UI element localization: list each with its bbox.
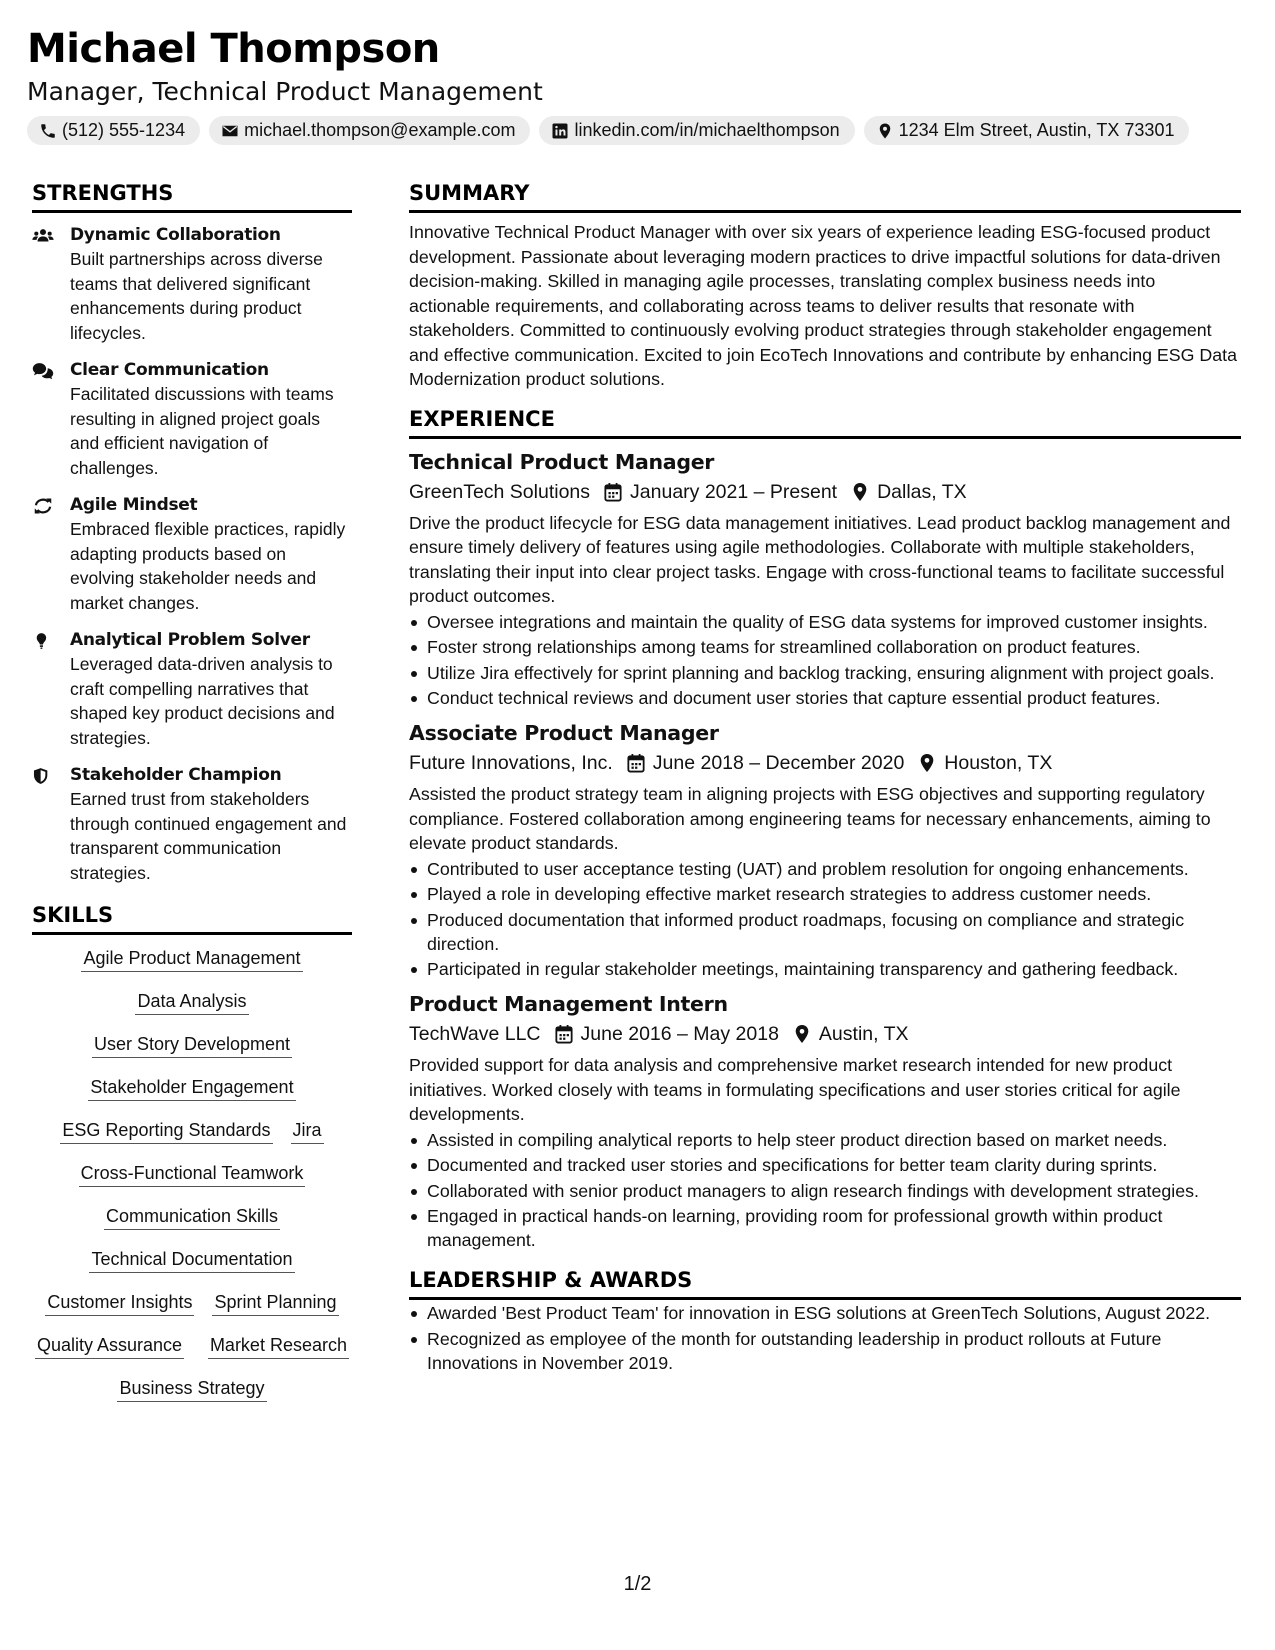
job-bullet: Collaborated with senior product managers to align research findings with development strategies. <box>409 1179 1241 1203</box>
strength-item <box>32 358 352 480</box>
job-bullet: Utilize Jira effectively for sprint planning and backlog tracking, ensuring alignment with project goals. <box>409 661 1241 685</box>
map-pin-icon <box>851 482 869 502</box>
map-pin-icon <box>918 753 936 773</box>
award-item: Recognized as employee of the month for outstanding leadership in product rollouts at Future Innovations in November 2019. <box>409 1327 1241 1375</box>
candidate-name: Michael Thompson <box>27 26 440 72</box>
strength-desc: Built partnerships across diverse teams that delivered significant enhancements during product lifecycles. <box>70 249 323 343</box>
job-bullet: Contributed to user acceptance testing (UAT) and problem resolution for ongoing enhancements. <box>409 857 1241 881</box>
skill-tag: Sprint Planning <box>212 1289 338 1316</box>
strength-item <box>32 493 352 615</box>
contact-phone-text: (512) 555-1234 <box>62 120 186 140</box>
job-location: Austin, TX <box>818 1023 909 1045</box>
shield-icon <box>32 766 54 786</box>
job-bullet: Foster strong relationships among teams for streamlined collaboration on product features. <box>409 635 1241 659</box>
map-pin-icon <box>876 122 894 140</box>
strength-desc: Earned trust from stakeholders through continued engagement and transparent communication strategies. <box>70 789 347 883</box>
job-bullets <box>409 1128 1241 1253</box>
strengths-heading: STRENGTHS <box>32 178 352 213</box>
job-entry <box>409 718 1241 981</box>
experience-heading: EXPERIENCE <box>409 404 1241 439</box>
job-bullet: Produced documentation that informed product roadmaps, focusing on compliance and strategic direction. <box>409 908 1241 956</box>
left-column <box>32 178 352 1418</box>
strengths-list <box>32 223 352 885</box>
contact-linkedin[interactable] <box>539 116 854 145</box>
strength-title: Dynamic Collaboration <box>70 225 281 245</box>
skill-tag: Technical Documentation <box>89 1246 294 1273</box>
users-icon <box>32 226 54 246</box>
job-description: Assisted the product strategy team in aligning projects with ESG objectives and supporting regulatory compliance. Fostered collaboration among engineering teams for necessary enhancements, aiming to elevate product standards. <box>409 784 1211 853</box>
skill-tag: Quality Assurance <box>35 1332 184 1359</box>
job-location: Dallas, TX <box>877 480 967 503</box>
job-description: Provided support for data analysis and comprehensive market research intended for new product initiatives. Worked closely with teams in formulating specifications and user stories critical for agile developments. <box>409 1055 1181 1124</box>
awards-heading: LEADERSHIP & AWARDS <box>409 1265 1241 1300</box>
job-meta <box>409 477 1241 507</box>
strength-item <box>32 223 352 345</box>
contact-address-text: 1234 Elm Street, Austin, TX 73301 <box>898 120 1175 140</box>
sync-icon <box>32 496 54 516</box>
summary-text: Innovative Technical Product Manager with over six years of experience leading ESG-focused product development. Passionate about leveraging modern practices to drive impactful solutions for data-driven decision-making. Skilled in managing agile processes, translating complex business needs into actionable requirements, and collaborating across teams to deliver results that resonate with stakeholders. Committed to continuously evolving product strategies through stakeholder engagement and effective communication. Excited to join EcoTech Innovations and contribute by enhancing ESG Data Modernization product solutions. <box>409 222 1237 389</box>
job-company: TechWave LLC <box>409 1023 541 1045</box>
skill-tag: Jira <box>291 1117 324 1144</box>
linkedin-icon <box>551 122 569 140</box>
job-meta <box>409 748 1241 778</box>
skill-tag: Customer Insights <box>45 1289 194 1316</box>
strength-item <box>32 628 352 750</box>
job-dates: January 2021 – Present <box>630 480 838 503</box>
strength-desc: Embraced flexible practices, rapidly adapting products based on evolving stakeholder needs and market changes. <box>70 519 346 613</box>
calendar-icon <box>627 753 645 773</box>
job-company: GreenTech Solutions <box>409 480 591 503</box>
contact-email-text: michael.thompson@example.com <box>244 120 516 140</box>
resume-header <box>27 24 1257 145</box>
skill-tag: Market Research <box>208 1332 349 1359</box>
job-title: Associate Product Manager <box>409 721 719 745</box>
strength-item <box>32 763 352 885</box>
job-company: Future Innovations, Inc. <box>409 752 613 774</box>
job-bullet: Participated in regular stakeholder meetings, maintaining transparency and gathering feedback. <box>409 957 1241 981</box>
job-bullet: Played a role in developing effective market research strategies to address customer needs. <box>409 882 1241 906</box>
award-item: Awarded 'Best Product Team' for innovation in ESG solutions at GreenTech Solutions, August 2022. <box>409 1301 1241 1325</box>
phone-icon <box>39 122 57 140</box>
strength-desc: Leveraged data-driven analysis to craft compelling narratives that shaped key product decisions and strategies. <box>70 654 335 748</box>
skill-tag: ESG Reporting Standards <box>60 1117 272 1144</box>
job-entry <box>409 447 1241 711</box>
candidate-headline: Manager, Technical Product Management <box>27 77 543 106</box>
skill-tag: User Story Development <box>92 1031 292 1058</box>
job-bullet: Conduct technical reviews and document user stories that capture essential product features. <box>409 686 1241 710</box>
job-location: Houston, TX <box>944 752 1053 774</box>
summary-heading: SUMMARY <box>409 178 1241 213</box>
job-meta <box>409 1019 1241 1049</box>
job-description: Drive the product lifecycle for ESG data management initiatives. Lead product backlog management and ensure timely delivery of features using agile methodologies. Collaborate with multiple stakeholders, translating their input into clear project tasks. Engage with cross-functional teams to facilitate successful product outcomes. <box>409 512 1231 606</box>
job-bullet: Oversee integrations and maintain the quality of ESG data systems for improved customer insights. <box>409 610 1241 634</box>
job-bullet: Assisted in compiling analytical reports to help steer product direction based on market needs. <box>409 1128 1241 1152</box>
job-bullet: Documented and tracked user stories and specifications for better team clarity during sprints. <box>409 1153 1241 1177</box>
strength-title: Analytical Problem Solver <box>70 630 310 650</box>
calendar-icon <box>555 1024 573 1044</box>
job-bullets <box>409 857 1241 982</box>
skill-tag: Business Strategy <box>117 1375 266 1402</box>
calendar-icon <box>604 482 622 502</box>
job-dates: June 2018 – December 2020 <box>652 752 905 774</box>
envelope-icon <box>221 122 239 140</box>
contact-bar <box>27 116 1257 145</box>
right-column <box>409 178 1241 1376</box>
contact-phone[interactable] <box>27 116 200 145</box>
skill-tag: Stakeholder Engagement <box>88 1074 295 1101</box>
comments-icon <box>32 361 54 381</box>
contact-linkedin-text: linkedin.com/in/michaelthompson <box>574 120 840 140</box>
lightbulb-icon <box>32 631 54 651</box>
map-pin-icon <box>793 1024 811 1044</box>
strength-title: Agile Mindset <box>70 495 198 515</box>
skill-tag: Agile Product Management <box>81 945 302 972</box>
strength-desc: Facilitated discussions with teams resulting in aligned project goals and efficient navigation of challenges. <box>70 384 334 478</box>
contact-email[interactable] <box>209 116 530 145</box>
job-title: Technical Product Manager <box>409 449 715 474</box>
job-title: Product Management Intern <box>409 992 728 1016</box>
job-bullet: Engaged in practical hands-on learning, providing room for professional growth within product management. <box>409 1204 1241 1252</box>
contact-address <box>864 116 1190 145</box>
strength-title: Clear Communication <box>70 360 269 380</box>
skill-tag: Communication Skills <box>104 1203 280 1230</box>
skill-tag: Cross-Functional Teamwork <box>79 1160 306 1187</box>
awards-list <box>409 1301 1241 1375</box>
strength-title: Stakeholder Champion <box>70 765 282 785</box>
skill-tag: Data Analysis <box>135 988 248 1015</box>
page-number: 1/2 <box>623 1573 652 1595</box>
job-entry <box>409 989 1241 1252</box>
job-dates: June 2016 – May 2018 <box>580 1023 779 1045</box>
skills-list <box>32 945 352 1418</box>
job-bullets <box>409 610 1241 711</box>
skills-heading: SKILLS <box>32 900 352 935</box>
